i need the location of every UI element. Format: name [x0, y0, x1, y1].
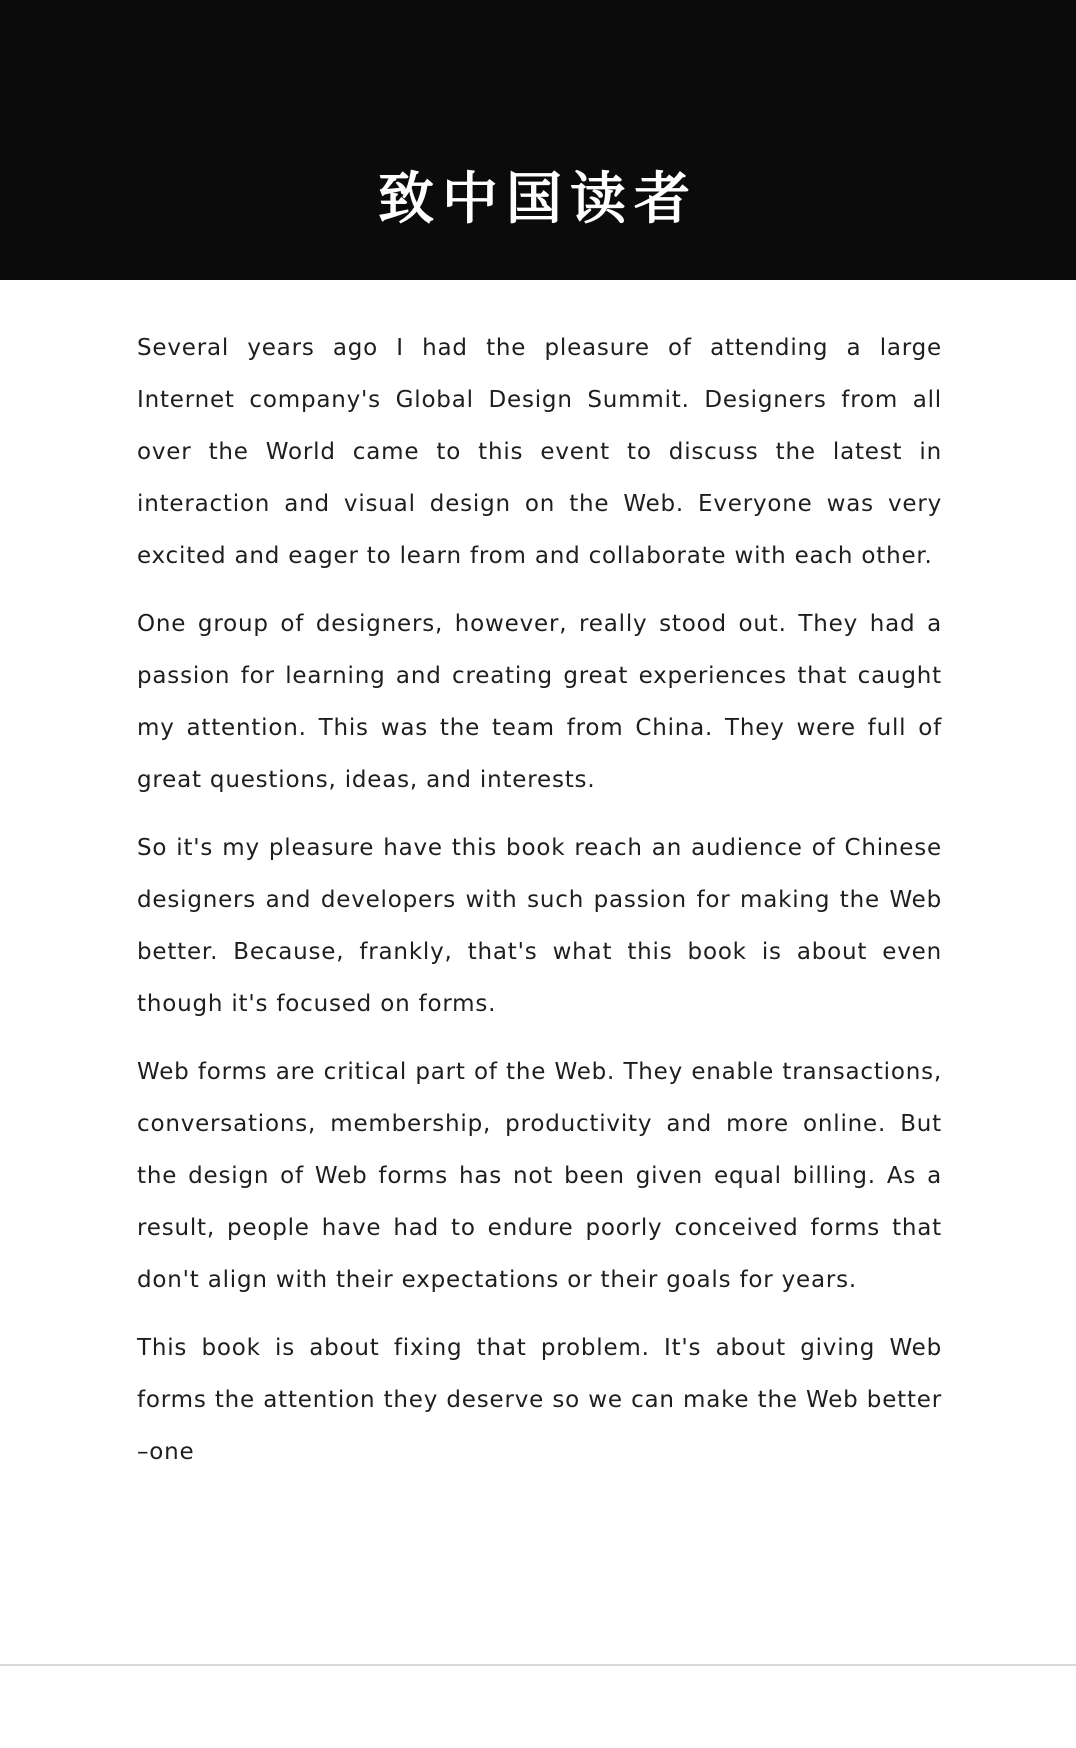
paragraph: Web forms are critical part of the Web. They enable transactions, conversations, membership, productivity and more online. But the design of Web forms has not been given equal billing. As a result, people have had to endure poorly conceived forms that don't align with their expectations or their goals for years.: [137, 1059, 942, 1293]
header-band: [0, 0, 1076, 280]
paragraph: Several years ago I had the pleasure of attending a large Internet company's Global Design Summit. Designers from all over the World came to this event to discuss the latest in interaction and visual design on the Web. Everyone was very excited and eager to learn from and collaborate with each other.: [137, 335, 942, 569]
paragraph: This book is about fixing that problem. It's about giving Web forms the attention they deserve so we can make the Web better –one: [137, 1335, 942, 1465]
page-title: 致中国读者: [378, 167, 698, 232]
paragraph: So it's my pleasure have this book reach an audience of Chinese designers and developers with such passion for making the Web better. Because, frankly, that's what this book is about even though it's focused on forms.: [137, 835, 942, 1017]
paragraph: One group of designers, however, really stood out. They had a passion for learning and creating great experiences that caught my attention. This was the team from China. They were full of great questions, ideas, and interests.: [137, 611, 942, 793]
footer-divider: [0, 1664, 1076, 1666]
letter-body: [137, 322, 942, 1494]
